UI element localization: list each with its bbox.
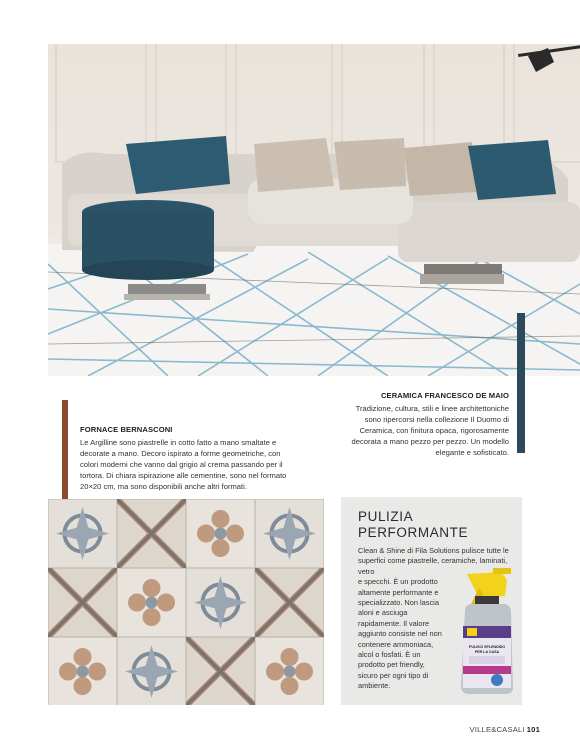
tiles-illustration	[48, 499, 324, 705]
product-heading-line2: PERFORMANTE	[358, 525, 469, 540]
living-room-illustration	[48, 44, 580, 376]
product-heading	[358, 509, 468, 541]
bottle-label-line2: PER LA CASA	[474, 650, 500, 654]
caption-text: Tradizione, cultura, stili e linee architettoniche sono ripercorsi nella collezione Il Duomo di Ceramica, con finitura opaca, rigorosamente decorata a mano pezzo per pezzo. Un modello elegante e sofisticato.	[351, 404, 509, 457]
accent-bar-blue	[517, 313, 525, 453]
caption-fornace-bernasconi	[80, 424, 290, 492]
page-number: 101	[526, 725, 540, 734]
bottle-label-line1: PULISCI SPLENDIDO	[468, 645, 506, 649]
living-room-photo	[48, 44, 580, 376]
caption-title: CERAMICA FRANCESCO DE MAIO	[380, 391, 509, 400]
magazine-name: VILLE&CASALI	[469, 725, 525, 734]
page-folio	[470, 725, 540, 734]
product-text-wide: Clean & Shine di Fila Solutions pulisce tutte le superfici come piastrelle, ceramiche, laminati, vetro	[358, 546, 509, 576]
product-text-narrow: e specchi. È un prodotto altamente performante e specializzato. Non lascia aloni e asciuga rapidamente. Il valore aggiunto consiste nel non contenere ammoniaca, alcol o fosfati. È un prodotto pet friendly, sicuro per ogni tipo di ambiente.	[358, 577, 442, 691]
product-box	[341, 497, 522, 705]
caption-title: FORNACE BERNASCONI	[80, 425, 173, 434]
tiles-photo	[48, 499, 324, 705]
caption-francesco-de-maio	[342, 390, 509, 458]
caption-text: Le Argilline sono piastrelle in cotto fatto a mano smaltate e decorate a mano. Decoro ispirato a forme geometriche, con colori moderni che vanno dal grigio al crema passando per il tortora. Di chiara ispirazione alle cementine, sono nel formato 20×20 cm, ma sono disponibili anche altri formati.	[80, 438, 287, 491]
product-heading-line1: PULIZIA	[358, 509, 414, 524]
spray-bottle-image	[449, 566, 521, 698]
